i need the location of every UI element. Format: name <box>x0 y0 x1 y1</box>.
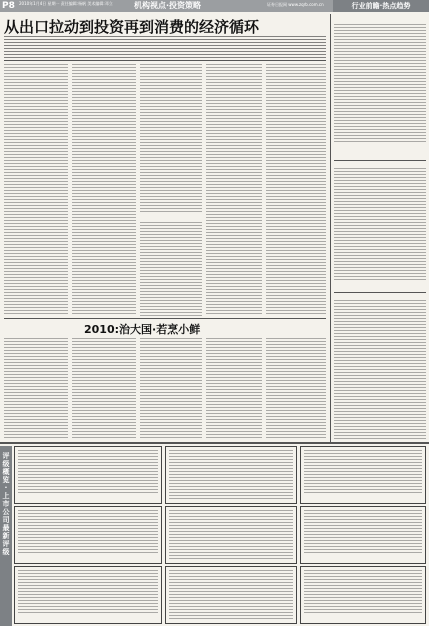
rating-box-6 <box>165 566 297 624</box>
divider <box>4 60 326 61</box>
middle-column-5 <box>266 338 326 438</box>
section-title: 机构视点·投资策略 <box>134 1 202 10</box>
lead-paragraph <box>4 36 326 58</box>
rating-box-text <box>18 570 158 614</box>
sidebar-article-2 <box>334 168 426 280</box>
middle-section-title: 2010:治大国·若烹小鲜 <box>84 323 201 336</box>
rating-box-text <box>304 510 422 554</box>
site-url: 证券日报网 www.zqrb.com.cn <box>267 2 324 7</box>
article-column-3b <box>140 222 202 316</box>
article-column-4 <box>206 64 262 316</box>
rating-box-8 <box>300 506 426 564</box>
article-column-3 <box>140 64 202 214</box>
rating-box-5 <box>165 506 297 564</box>
main-headline: 从出口拉动到投资再到消费的经济循环 <box>4 18 260 36</box>
rating-box-text <box>304 450 422 494</box>
rating-box-text <box>18 450 158 494</box>
divider <box>334 292 426 293</box>
sidebar-article-3 <box>334 300 426 440</box>
article-column-5 <box>266 64 326 316</box>
ratings-vertical-tab-label: 评级概览·上市公司最新评级 <box>2 452 10 556</box>
rating-box-text <box>18 510 158 554</box>
article-column-1 <box>4 64 68 316</box>
divider <box>4 318 326 319</box>
divider <box>334 160 426 161</box>
middle-column-3 <box>140 338 202 438</box>
middle-column-1 <box>4 338 68 438</box>
page-number: P8 <box>2 1 15 11</box>
rating-box-text <box>304 570 422 614</box>
rating-box-9 <box>300 566 426 624</box>
rating-box-text <box>169 510 293 560</box>
rating-box-text <box>169 570 293 620</box>
issue-date: 2010年1月4日 星期一 责任编辑:杨帆 美术编辑:邓立 <box>19 1 113 6</box>
rating-box-4 <box>165 446 297 504</box>
middle-column-4 <box>206 338 262 438</box>
section-tag-label: 行业前瞻·热点趋势 <box>351 2 411 10</box>
middle-column-2 <box>72 338 136 438</box>
sidebar-article-1 <box>334 24 426 144</box>
divider <box>0 442 429 444</box>
rating-box-7 <box>300 446 426 504</box>
rating-box-text <box>169 450 293 500</box>
ratings-vertical-tab <box>0 446 12 626</box>
rating-box-1 <box>14 446 162 504</box>
sidebar-divider <box>330 14 331 442</box>
article-column-2 <box>72 64 136 316</box>
section-tag <box>333 0 429 12</box>
rating-box-2 <box>14 506 162 564</box>
rating-box-3 <box>14 566 162 624</box>
